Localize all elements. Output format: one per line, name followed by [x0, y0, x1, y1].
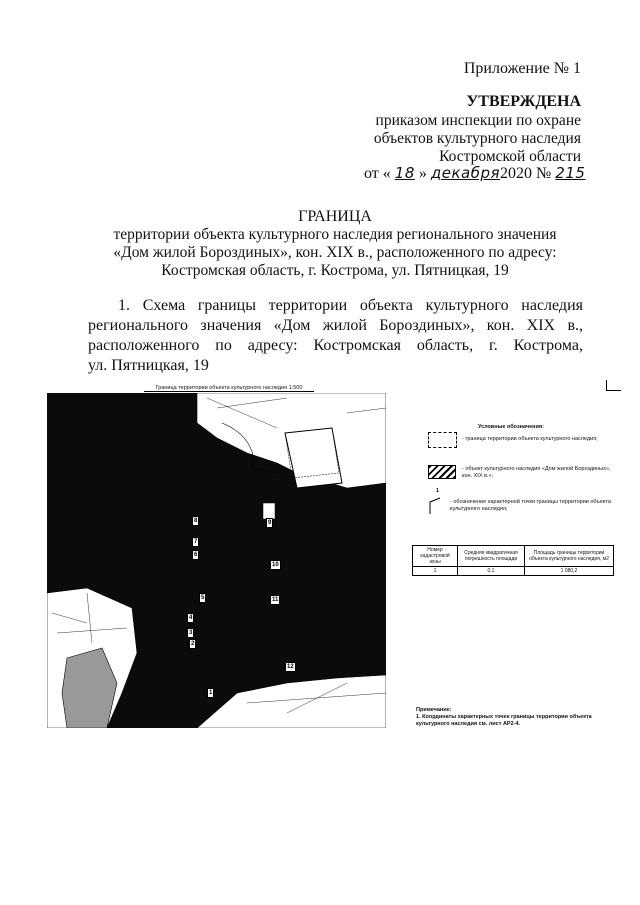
map-point-label: 2	[191, 641, 195, 647]
cell-zone-number: 1	[413, 567, 458, 576]
legend-item-object: - объект культурного наследия «Дом жилой Бороздиных», кон. XIX в.»;	[462, 466, 611, 479]
point-legend-symbol	[428, 496, 444, 516]
table-row	[413, 567, 614, 576]
date-day: 18	[394, 164, 415, 182]
table-header-row	[413, 546, 614, 567]
map-point-label: 12	[287, 664, 294, 670]
legend-item-point: - обозначение характерной точки границы территории объекта культурного наследия;	[450, 499, 611, 512]
note-text: 1. Координаты характерных точек границы территории объекта культурного наследия см. лист АР2-4.	[416, 714, 592, 727]
cell-area-error: 0,1	[458, 567, 525, 576]
order-line-2: объектов культурного наследия	[373, 130, 581, 147]
title-line-3: Костромская область, г. Кострома, ул. Пятницкая, 19	[161, 262, 509, 279]
order-line-3: Костромской области	[439, 148, 581, 165]
order-number: 215	[555, 164, 586, 182]
title-line-2: «Дом жилой Бороздиных», кон. XIX в., расположенного по адресу:	[113, 244, 557, 261]
cell-area-value: 1 080,2	[525, 567, 614, 576]
hatch-legend-symbol	[428, 465, 456, 479]
approved-label: УТВЕРЖДЕНА	[466, 93, 581, 110]
map-point-label: 6	[194, 552, 198, 558]
map-point-label: 1	[209, 690, 213, 696]
date-prefix: от «	[364, 165, 391, 182]
header-area-error: Средняя квадратичная погрешность площади	[458, 546, 525, 567]
header-area-value: Площадь границы территории объекта культурного наследия, м2	[525, 546, 614, 567]
order-date-line	[364, 164, 585, 183]
boundary-legend-symbol	[428, 432, 457, 448]
legend-item-boundary: - граница территории объекта культурного наследия;	[462, 436, 598, 442]
order-line-1: приказом инспекции по охране	[375, 112, 581, 129]
appendix-number: Приложение № 1	[463, 60, 581, 77]
section-line-4: ул. Пятницкая, 19	[88, 357, 209, 374]
header-zone-number: Номер кадастровой зоны	[413, 546, 458, 567]
document-heading: ГРАНИЦА	[298, 208, 372, 225]
legend-title: Условные обозначения:	[478, 424, 544, 430]
section-line-3: расположенного по адресу: Костромская область, г. Кострома,	[88, 337, 583, 354]
date-month: декабря	[430, 164, 501, 182]
map-point-label: 11	[272, 597, 279, 603]
boundary-map	[47, 393, 386, 728]
area-table	[412, 545, 614, 576]
section-line-1: 1. Схема границы территории объекта культурного наследия	[118, 297, 583, 314]
map-point-label: 9	[268, 520, 272, 526]
date-year: 2020 №	[500, 165, 552, 182]
map-point-label: 8	[194, 518, 198, 524]
point-legend-marker: 1	[436, 488, 440, 494]
map-point-label: 4	[189, 615, 193, 621]
map-caption: Граница территории объекта культурного наследия 1:500	[144, 385, 314, 392]
title-line-1: территории объекта культурного наследия регионального значения	[113, 226, 557, 243]
map-point-label: 10	[272, 562, 279, 568]
map-drawing	[47, 393, 386, 728]
note-title: Примечание:	[416, 707, 452, 713]
corner-mark	[606, 380, 621, 391]
section-line-2: регионального значения «Дом жилой Бороздиных», кон. XIX в.,	[88, 317, 583, 334]
map-point-label: 3	[189, 630, 193, 636]
date-mid: »	[418, 165, 427, 182]
map-point-label: 5	[201, 595, 205, 601]
map-point-label: 7	[194, 539, 198, 545]
section-paragraph	[88, 296, 583, 376]
